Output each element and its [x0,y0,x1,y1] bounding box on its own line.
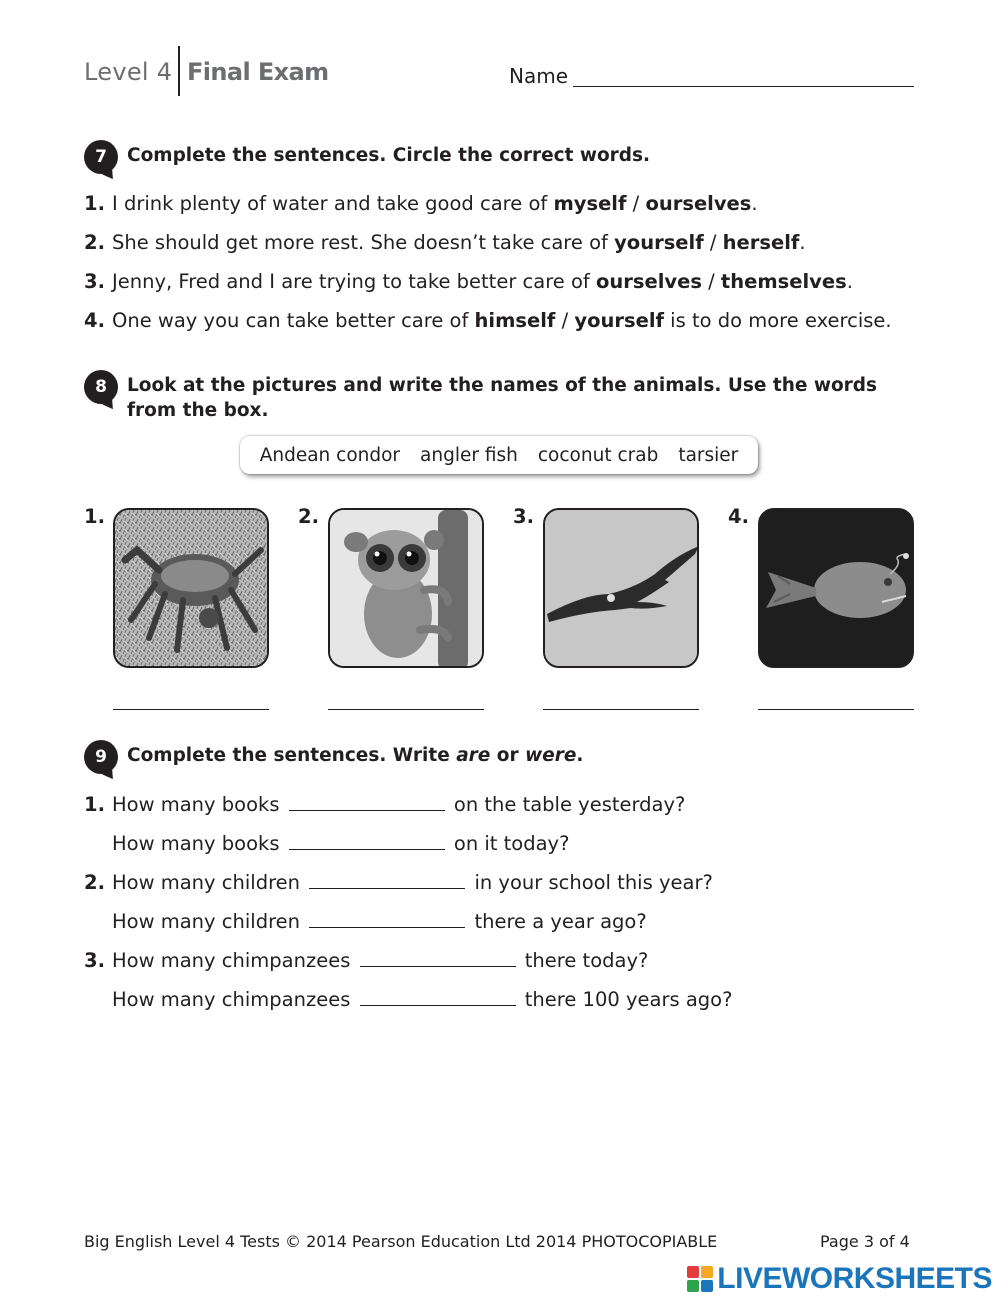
sentence-text: there a year ago? [474,910,647,933]
choice-separator: / [555,309,575,332]
sentence-text: Jenny, Fred and I are trying to take better care of [112,270,596,293]
item-number: 2. [84,231,105,254]
section-title-word: were [525,745,577,766]
sentence-text: on the table yesterday? [453,793,686,816]
level-label: Level 4 [84,58,173,86]
section-number: 8 [95,377,107,397]
answer-line-1[interactable] [113,709,269,710]
item-number: 1. [84,192,105,215]
section-8-badge [84,370,118,404]
sentence-9-1a [84,792,685,816]
section-number: 9 [95,747,107,767]
sentence-9-1b [84,831,569,855]
angler-fish-photo-icon [758,508,914,668]
tarsier-photo-icon [330,510,484,668]
section-title-text: . [576,745,584,766]
sentence-text: How many children [112,871,301,894]
sentence-text: is to do more exercise. [663,309,892,332]
section-8-title [127,373,877,423]
blank-field[interactable] [309,870,465,889]
sentence-text: How many chimpanzees [112,988,351,1011]
word-option: Andean condor [259,444,401,466]
sentence-9-2a [84,870,713,894]
section-9-badge [84,740,118,774]
header-divider [178,46,180,96]
choice-option[interactable]: themselves [720,270,847,293]
word-option: coconut crab [537,444,659,466]
choice-option[interactable]: herself [722,231,800,254]
word-option: angler fish [420,444,518,466]
sentence-text: I drink plenty of water and take good care of [112,192,554,215]
answer-line-4[interactable] [758,709,914,710]
sentence-text: How many chimpanzees [112,949,351,972]
choice-option[interactable]: yourself [574,309,664,332]
choice-option[interactable]: yourself [614,231,704,254]
choice-option[interactable]: ourselves [595,270,702,293]
logo-cubes-icon [687,1266,713,1292]
sentence-9-3a [84,948,648,972]
sentence-text: . [751,192,758,215]
sentence-text: in your school this year? [474,871,713,894]
sentence-7-1 [84,192,758,215]
choice-separator: / [703,231,723,254]
section-title-line: Look at the pictures and write the names of the animals. Use the words [127,375,878,396]
sentence-text: How many books [112,793,280,816]
picture-number: 2. [298,505,319,528]
choice-option[interactable]: myself [553,192,627,215]
blank-field[interactable] [360,987,516,1006]
item-number: 3. [84,270,105,293]
condor-photo-icon [543,508,699,668]
answer-line-3[interactable] [543,709,699,710]
item-number: 3. [84,949,105,972]
sentence-text: She should get more rest. She doesn’t take care of [112,231,615,254]
condor-photo-icon [545,510,699,668]
page-number: Page 3 of 4 [820,1232,910,1251]
choice-separator: / [701,270,721,293]
brand-name: LIVEWORKSHEETS [717,1262,992,1295]
section-number: 7 [95,147,107,167]
sentence-9-2b [84,909,647,933]
sentence-7-3 [84,270,853,293]
item-number: 2. [84,871,105,894]
sentence-text: . [799,231,806,254]
choice-option[interactable]: himself [474,309,556,332]
section-9-title [127,743,583,768]
tarsier-photo-icon [328,508,484,668]
name-field[interactable] [573,86,914,87]
coconut-crab-photo-icon [115,510,269,668]
sentence-text: . [846,270,853,293]
section-title-text: Complete the sentences. Write [127,745,457,766]
name-label: Name [509,64,569,88]
word-option: tarsier [678,444,739,466]
sentence-text: on it today? [453,832,570,855]
sentence-text: there today? [524,949,649,972]
picture-number: 1. [84,505,105,528]
word-box [240,436,758,474]
copyright-text: Big English Level 4 Tests © 2014 Pearson Education Ltd 2014 PHOTOCOPIABLE [84,1232,718,1251]
choice-separator: / [626,192,646,215]
item-number: 4. [84,309,105,332]
sentence-7-4 [84,309,892,332]
angler-fish-photo-icon [760,510,914,668]
sentence-text: there 100 years ago? [524,988,733,1011]
section-7-badge [84,140,118,174]
item-number: 1. [84,793,105,816]
choice-option[interactable]: ourselves [645,192,752,215]
sentence-text: How many books [112,832,280,855]
blank-field[interactable] [360,948,516,967]
section-title-line: from the box. [127,400,269,421]
section-title-word: are [456,745,491,766]
liveworksheets-logo[interactable] [687,1262,992,1296]
section-title-text: or [490,745,526,766]
blank-field[interactable] [289,831,445,850]
blank-field[interactable] [309,909,465,928]
sentence-text: How many children [112,910,301,933]
sentence-7-2 [84,231,806,254]
section-7-title: Complete the sentences. Circle the correct words. [127,145,651,166]
answer-line-2[interactable] [328,709,484,710]
exam-title: Final Exam [187,58,329,86]
sentence-9-3b [84,987,732,1011]
blank-field[interactable] [289,792,445,811]
coconut-crab-photo-icon [113,508,269,668]
sentence-text: One way you can take better care of [112,309,475,332]
picture-number: 4. [728,505,749,528]
picture-number: 3. [513,505,534,528]
